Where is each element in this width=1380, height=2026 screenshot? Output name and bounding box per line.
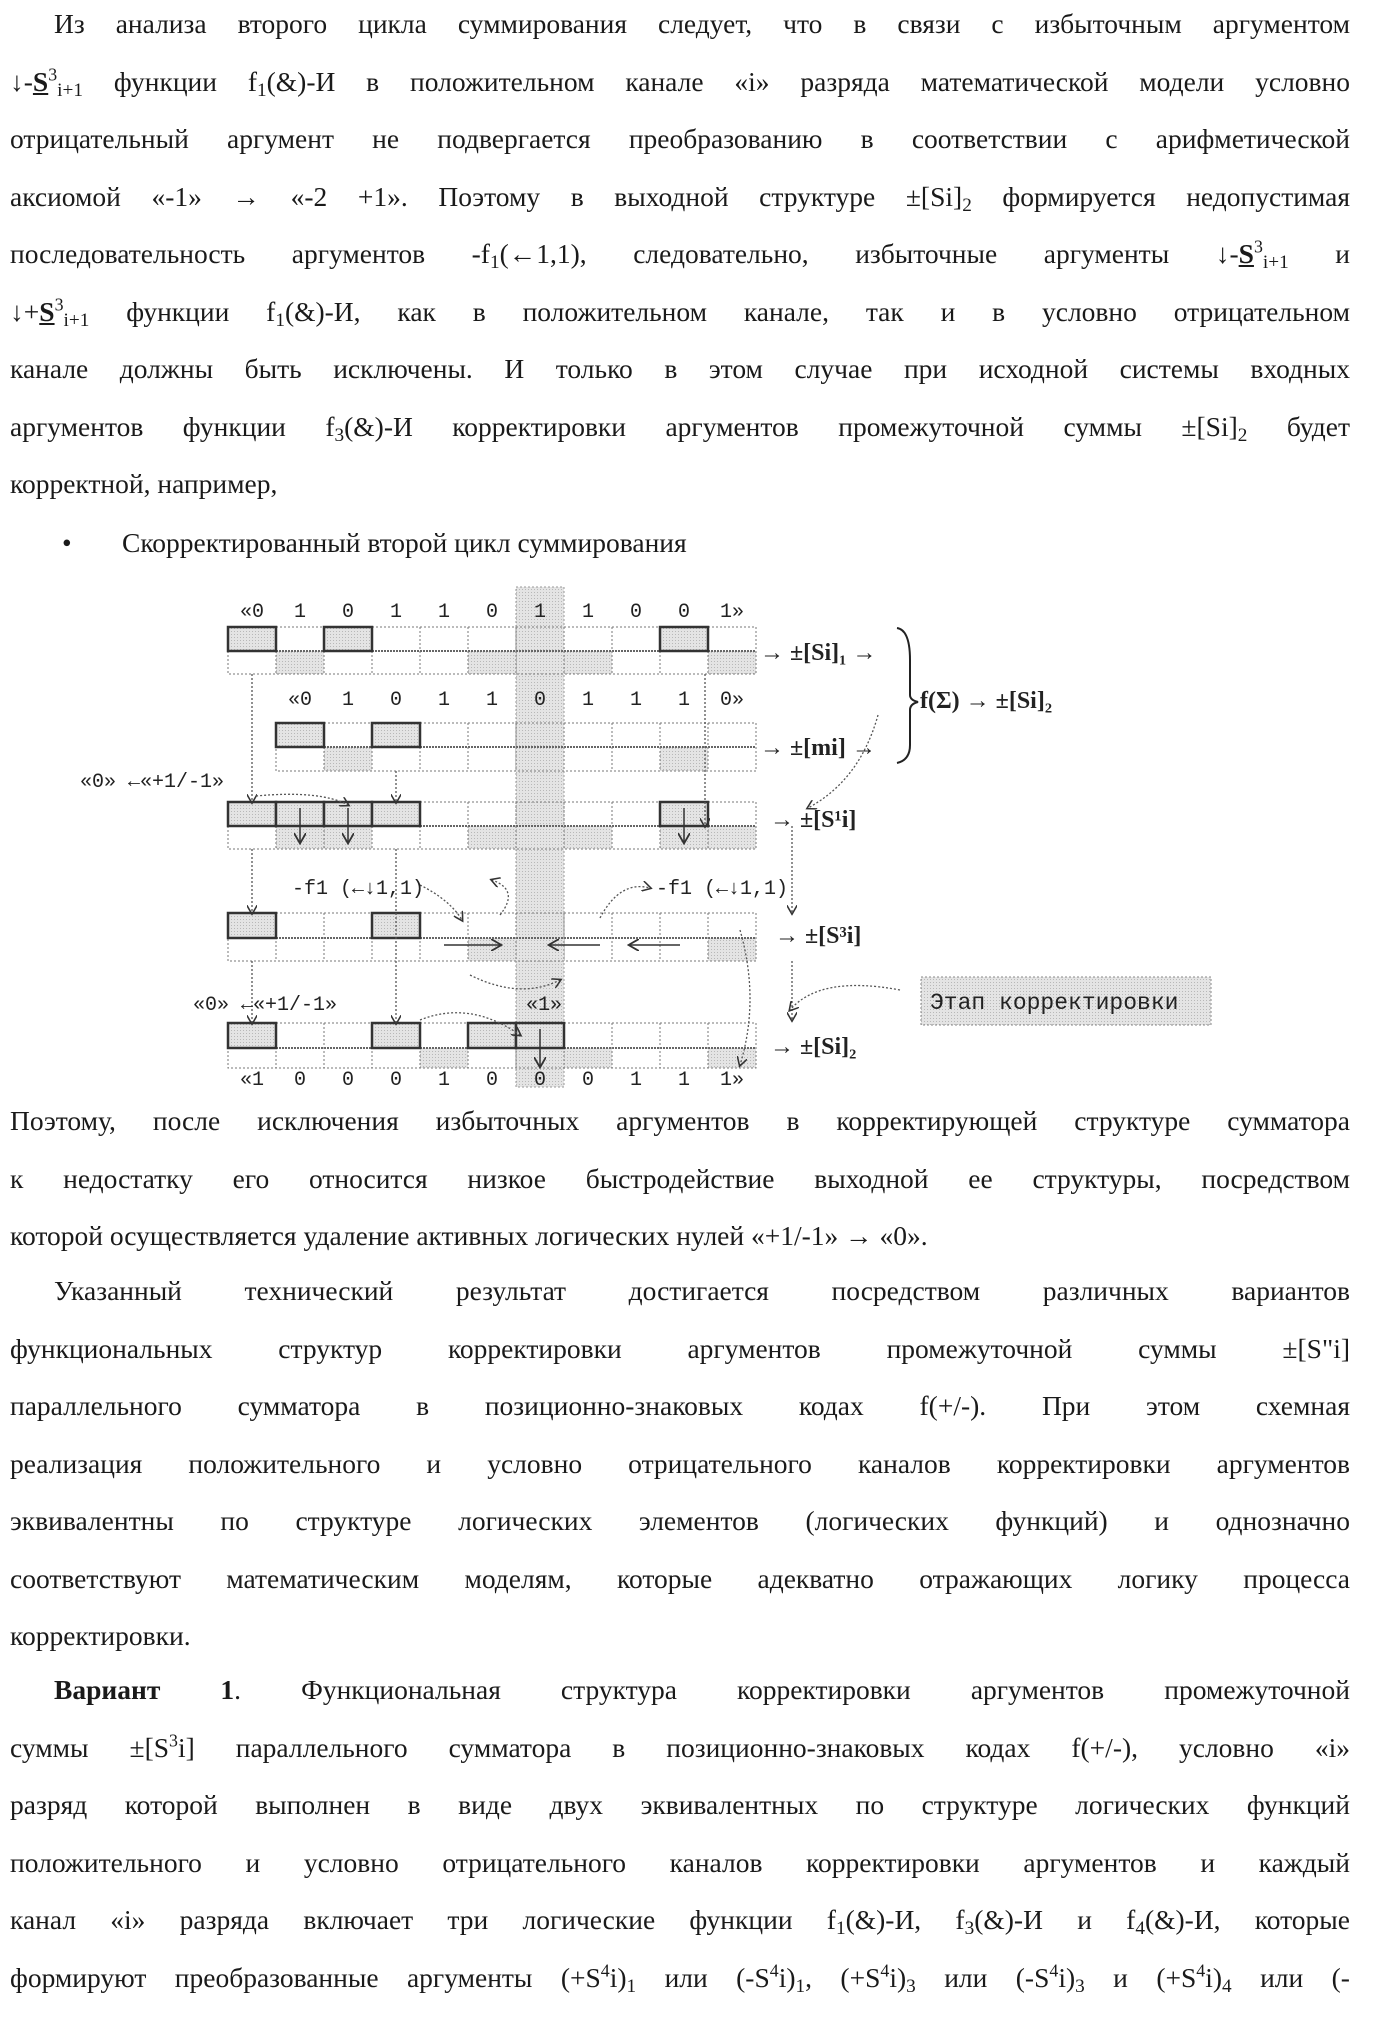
text-segment: 3 [906, 1975, 916, 1996]
text-line [10, 340, 1350, 398]
text-segment: Поэтому, после исключения избыточных аргументов в корректирующей структуре сумматора [10, 1105, 1350, 1136]
bullet-item [62, 514, 687, 572]
active-cell [372, 1023, 420, 1048]
text-segment: i+1 [57, 79, 83, 100]
active-cell [660, 627, 708, 651]
digit: 0 [582, 1069, 594, 1092]
active-cell [276, 723, 324, 747]
text-line [10, 225, 1350, 283]
text-segment: или (- [1232, 1962, 1350, 1993]
shaded-cell [516, 826, 564, 849]
mi-label: → ±[mi] → [760, 735, 876, 761]
f1-right-label: -f1 (←↓1,1) [656, 878, 788, 901]
text-segment: 1 [275, 309, 285, 330]
text-segment: (&)-И и f [974, 1904, 1135, 1935]
text-segment: будет [1247, 411, 1350, 442]
digit: 1 [582, 601, 594, 624]
digit: 0 [678, 601, 690, 624]
text-segment: 3 [965, 1918, 975, 1939]
digit: 1 [630, 689, 642, 712]
digit: 1 [678, 689, 690, 712]
sum-si1-label: → ±[Si]₁ → [760, 640, 876, 666]
digit: 0 [390, 689, 402, 712]
shaded-cell [468, 651, 516, 674]
text-line [10, 1150, 1350, 1208]
shaded-cell [516, 747, 564, 771]
digit: 0 [342, 1069, 354, 1092]
brace-icon [897, 628, 918, 763]
text-segment: функции f [89, 296, 275, 327]
digit: 0» [720, 689, 744, 712]
connector-arrow [790, 986, 900, 1011]
text-segment: последовательность аргументов -f [10, 238, 490, 269]
text-segment: формируется недопустимая [972, 181, 1350, 212]
digit: 1 [582, 689, 594, 712]
digit: 1 [438, 689, 450, 712]
text-segment: (&)-И, как в положительном канале, так и в условно отрицательном [285, 296, 1350, 327]
s3i-label: → ±[S³i] [775, 923, 861, 949]
text-line [10, 1719, 1350, 1777]
text-segment: к недостатку его относится низкое быстродействие выходной ее структуры, посредством [10, 1163, 1350, 1194]
text-line [10, 1891, 1350, 1949]
text-segment: . Функциональная структура корректировки аргументов промежуточной [234, 1674, 1350, 1705]
shaded-cell [564, 651, 612, 674]
text-segment: 2 [1238, 424, 1248, 445]
correction-cycle-diagram [0, 580, 1380, 1092]
shaded-cell [564, 826, 612, 849]
text-segment: 3 [1075, 1975, 1085, 1996]
text-segment: эквивалентны по структуре логических элементов (логических функций) и однозначно [10, 1505, 1350, 1536]
row3-left-label: «0» ←«+1/-1» [80, 771, 224, 794]
text-segment: i+1 [1263, 252, 1289, 273]
text-segment: 4 [1222, 1975, 1232, 1996]
text-line [10, 1262, 1350, 1320]
digit: 0 [486, 1069, 498, 1092]
digit: «1 [240, 1069, 264, 1092]
text-segment: 4 [770, 1960, 779, 1980]
text-segment: или (-S [916, 1962, 1050, 1993]
text-segment: отрицательный аргумент не подвергается преобразованию в соответствии с арифметической [10, 123, 1350, 154]
active-cell [228, 802, 276, 826]
text-segment: 4 [601, 1960, 610, 1980]
row5-left-label: «0» ←«+1/-1» [193, 994, 337, 1017]
text-segment: 4 [1135, 1918, 1145, 1939]
text-segment: и [1289, 238, 1350, 269]
shaded-cell [324, 747, 372, 771]
text-segment: i) [889, 1962, 906, 1993]
text-segment: i) [610, 1962, 627, 1993]
text-segment: 3 [48, 64, 57, 84]
text-segment: Указанный технический результат достигается посредством различных вариантов [54, 1275, 1350, 1306]
bullet-text: Скорректированный второй цикл суммирования [122, 527, 687, 558]
text-segment: 1 [490, 252, 500, 273]
shaded-cell [708, 826, 756, 849]
text-segment: функциональных структур корректировки аргументов промежуточной суммы ±[S"i] [10, 1333, 1350, 1364]
digit: 1» [720, 1069, 744, 1092]
active-cell [324, 627, 372, 651]
active-cell [228, 913, 276, 938]
text-line [10, 1661, 1350, 1719]
digit: 0 [486, 601, 498, 624]
text-segment: (&)-И корректировки аргументов промежуточной суммы ±[Si] [344, 411, 1238, 442]
shaded-cell [468, 826, 516, 849]
digit: 1 [534, 601, 546, 624]
digit: 1 [678, 1069, 690, 1092]
text-segment: 4 [1196, 1960, 1205, 1980]
text-segment: корректировки. [10, 1620, 191, 1651]
text-segment: или (-S [636, 1962, 770, 1993]
paragraph-analysis [10, 0, 1350, 513]
active-cell [228, 627, 276, 651]
text-line [10, 1492, 1350, 1550]
connector-arrow [492, 880, 508, 915]
text-segment: Вариант 1 [54, 1674, 234, 1705]
text-segment: функции f [83, 66, 257, 97]
shaded-cell [420, 1048, 468, 1068]
text-segment: канале должны быть исключены. И только в этом случае при исходной системы входных [10, 353, 1350, 384]
text-segment: i] параллельного сумматора в позиционно-знаковых кодах f(+/-), условно «i» [178, 1732, 1350, 1763]
text-segment: (←1,1), следовательно, избыточные аргументы ↓- [500, 238, 1239, 269]
text-segment: 3 [1254, 236, 1263, 256]
digit: 0 [390, 1069, 402, 1092]
text-segment: S [1239, 238, 1254, 269]
shaded-cell [708, 938, 756, 961]
text-segment: 1 [627, 1975, 637, 1996]
text-line [10, 1320, 1350, 1378]
si2-label: → ±[Si]₂ [770, 1034, 856, 1060]
text-segment: i) [779, 1962, 796, 1993]
digit: 0 [294, 1069, 306, 1092]
text-line [10, 1776, 1350, 1834]
text-line [10, 1834, 1350, 1892]
text-segment: (&)-И, f [846, 1904, 965, 1935]
digit: 1» [720, 601, 744, 624]
text-line [10, 168, 1350, 226]
stage-label: Этап корректировки [930, 990, 1178, 1016]
text-segment: i) [1205, 1962, 1222, 1993]
text-segment: i) [1058, 1962, 1075, 1993]
text-segment: S [39, 296, 54, 327]
shaded-cell [708, 651, 756, 674]
active-cell [468, 1023, 516, 1048]
text-segment: 4 [1049, 1960, 1058, 1980]
text-segment: разряд которой выполнен в виде двух эквивалентных по структуре логических функций [10, 1789, 1350, 1820]
text-segment: 1 [836, 1918, 846, 1939]
digit: 1 [390, 601, 402, 624]
text-segment: положительного и условно отрицательного каналов корректировки аргументов и каждый [10, 1847, 1350, 1878]
text-line [10, 110, 1350, 168]
text-line [10, 0, 1350, 53]
digit: 0 [630, 601, 642, 624]
shaded-cell [276, 651, 324, 674]
text-line [10, 53, 1350, 111]
shaded-cell [708, 1048, 756, 1068]
text-segment: (&)-И в положительном канале «i» разряда математической модели условно [267, 66, 1350, 97]
digit: 1 [294, 601, 306, 624]
text-segment: 3 [55, 294, 64, 314]
bullet-icon: • [62, 514, 122, 572]
paragraph-consequence [10, 1092, 1350, 1265]
text-line [10, 283, 1350, 341]
text-segment: , (+S [805, 1962, 880, 1993]
text-segment: ↓+ [10, 296, 39, 327]
text-segment: 1 [257, 79, 267, 100]
text-segment: соответствуют математическим моделям, которые адекватно отражающих логику процесса [10, 1563, 1350, 1594]
digit: 0 [342, 601, 354, 624]
digit: 1 [486, 689, 498, 712]
text-segment: 3 [335, 424, 345, 445]
text-segment: аксиомой «-1» → «-2 +1». Поэтому в выходной структуре ±[Si] [10, 181, 962, 212]
s1i-label: → ±[S¹i] [770, 807, 856, 833]
paragraph-result [10, 1262, 1350, 1665]
f1-left-label: -f1 (←↓1,1) [292, 878, 424, 901]
text-segment: и (+S [1085, 1962, 1197, 1993]
active-cell [228, 1023, 276, 1048]
text-line [10, 1550, 1350, 1608]
text-segment: 1 [796, 1975, 806, 1996]
connector-arrow [420, 885, 462, 920]
shaded-cell [564, 1048, 612, 1068]
text-segment: суммы ±[S [10, 1732, 169, 1763]
text-segment: 4 [880, 1960, 889, 1980]
digit: 1 [342, 689, 354, 712]
text-segment: канал «i» разряда включает три логические функции f [10, 1904, 836, 1935]
digit: 0 [534, 689, 546, 712]
text-line [10, 398, 1350, 456]
digit: 0 [534, 1069, 546, 1092]
text-line [10, 1092, 1350, 1150]
text-line [10, 1207, 1350, 1265]
f-sum-label: f(Σ) → ±[Si]₂ [920, 688, 1052, 714]
one-label: «1» [526, 994, 562, 1017]
text-segment: S [33, 66, 48, 97]
text-line [10, 1435, 1350, 1493]
text-segment: i+1 [64, 309, 90, 330]
text-line [10, 1377, 1350, 1435]
text-segment: ↓- [10, 66, 33, 97]
shaded-cell [516, 938, 564, 961]
digit: «0 [240, 601, 264, 624]
text-line [10, 1607, 1350, 1665]
shaded-cell [468, 938, 516, 961]
text-segment: Из анализа второго цикла суммирования следует, что в связи с избыточным аргументом [54, 8, 1350, 39]
text-segment: параллельного сумматора в позиционно-знаковых кодах f(+/-). При этом схемная [10, 1390, 1350, 1421]
connector-arrow [808, 715, 878, 808]
text-segment: реализация положительного и условно отрицательного каналов корректировки аргументов [10, 1448, 1350, 1479]
text-line [10, 455, 1350, 513]
text-segment: (&)-И, которые [1145, 1904, 1350, 1935]
digit: 1 [438, 1069, 450, 1092]
text-line [10, 1949, 1350, 2007]
active-cell [372, 802, 420, 826]
digit: «0 [288, 689, 312, 712]
active-cell [372, 723, 420, 747]
paragraph-variant-1 [10, 1661, 1350, 2006]
text-segment: корректной, например, [10, 468, 277, 499]
text-segment: аргументов функции f [10, 411, 335, 442]
text-segment: 3 [169, 1730, 178, 1750]
text-segment: 2 [962, 194, 972, 215]
digit: 1 [630, 1069, 642, 1092]
shaded-cell [660, 747, 708, 771]
digit: 1 [438, 601, 450, 624]
text-segment: формируют преобразованные аргументы (+S [10, 1962, 601, 1993]
text-segment: которой осуществляется удаление активных логических нулей «+1/-1» → «0». [10, 1220, 928, 1251]
